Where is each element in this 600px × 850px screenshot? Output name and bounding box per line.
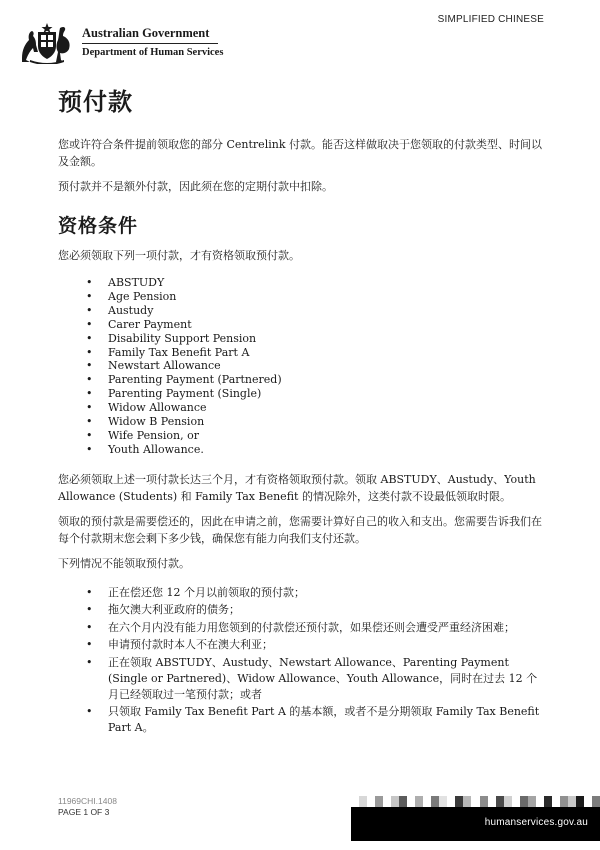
pattern-block [544, 796, 552, 807]
pattern-block [576, 796, 584, 807]
pattern-block [488, 796, 496, 807]
pattern-block [520, 796, 528, 807]
pattern-block [480, 796, 488, 807]
pattern-block [592, 796, 600, 807]
government-logo [16, 22, 223, 64]
page-title: 预付款 [58, 88, 133, 116]
pattern-block [391, 796, 399, 807]
pattern-block [359, 796, 367, 807]
list-item: • Youth Allowance. [86, 443, 546, 457]
pattern-block [439, 796, 447, 807]
exclusions-lead: 下列情况不能领取预付款。 [58, 556, 190, 570]
pattern-block [423, 796, 431, 807]
intro-paragraph-2: 预付款并不是额外付款，因此须在您的定期付款中扣除。 [58, 180, 333, 193]
department-name: Department of Human Services [82, 47, 224, 58]
government-name: Australian Government [82, 26, 210, 40]
pattern-block [463, 796, 471, 807]
website-link[interactable]: humanservices.gov.au [484, 817, 588, 828]
pattern-block [455, 796, 463, 807]
payment-list [86, 276, 546, 457]
list-item: • Age Pension [86, 290, 546, 304]
eligibility-lead: 您必须领取下列一项付款，才有资格领取预付款。 [58, 249, 300, 262]
list-item: • 正在领取 ABSTUDY、Austudy、Newstart Allowance、Parenting Payment (Single or Partnered)、Widow Allowance、Youth Allowance，同时在过去 12 个月已经领取过一笔预付款；或者 [86, 655, 546, 703]
list-item: • Carer Payment [86, 318, 546, 332]
pattern-block [560, 796, 568, 807]
pattern-block [367, 796, 375, 807]
pattern-block [568, 796, 576, 807]
pattern-block [383, 796, 391, 807]
list-item: • 在六个月内没有能力用您领到的付款偿还预付款，如果偿还则会遭受严重经济困难； [86, 620, 546, 636]
footer-pattern [351, 796, 600, 807]
coat-of-arms-icon [16, 22, 78, 64]
list-item: • 拖欠澳大利亚政府的债务； [86, 602, 546, 618]
eligibility-heading: 资格条件 [58, 215, 139, 237]
pattern-block [447, 796, 455, 807]
list-item: • Widow B Pension [86, 415, 546, 429]
pattern-block [584, 796, 592, 807]
pattern-block [552, 796, 560, 807]
list-item: • Disability Support Pension [86, 332, 546, 346]
pattern-block [496, 796, 504, 807]
pattern-block [431, 796, 439, 807]
pattern-block [407, 796, 415, 807]
list-item: • 只领取 Family Tax Benefit Part A 的基本额，或者不是分期领取 Family Tax Benefit Part A。 [86, 704, 546, 736]
list-item: • Austudy [86, 304, 546, 318]
pattern-block [471, 796, 479, 807]
document-code: 11969CHI.1408 [58, 796, 117, 806]
pattern-block [415, 796, 423, 807]
pattern-block [536, 796, 544, 807]
list-item: • Family Tax Benefit Part A [86, 346, 546, 360]
pattern-block [399, 796, 407, 807]
footer-bar [351, 807, 600, 841]
list-item: • Wife Pension, or [86, 429, 546, 443]
qualifying-period-paragraph: 您必须领取上述一项付款长达三个月，才有资格领取预付款。领取 ABSTUDY、Austudy、Youth Allowance (Students) 和 Family Tax Benefit 的情况除外，这类付款不设最低领取时限。 [58, 472, 536, 503]
list-item: • 正在偿还您 12 个月以前领取的预付款； [86, 585, 546, 601]
pattern-block [375, 796, 383, 807]
pattern-block [528, 796, 536, 807]
list-item: • Newstart Allowance [86, 359, 546, 373]
language-label: SIMPLIFIED CHINESE [437, 14, 544, 25]
header-divider [82, 43, 218, 44]
list-item: • Parenting Payment (Partnered) [86, 373, 546, 387]
list-item: • ABSTUDY [86, 276, 546, 290]
intro-paragraph-1: 您或许符合条件提前领取您的部分 Centrelink 付款。能否这样做取决于您领取的付款类型、时间以及金额。 [58, 138, 542, 168]
list-item: • Parenting Payment (Single) [86, 387, 546, 401]
list-item: • 申请预付款时本人不在澳大利亚； [86, 637, 546, 653]
pattern-block [351, 796, 359, 807]
pattern-block [504, 796, 512, 807]
document-body [58, 86, 546, 738]
exclusion-list [86, 585, 546, 737]
page-number: PAGE 1 OF 3 [58, 807, 110, 817]
repayment-paragraph: 领取的预付款是需要偿还的，因此在申请之前，您需要计算好自己的收入和支出。您需要告诉我们在每个付款期末您会剩下多少钱，确保您有能力向我们支付还款。 [58, 514, 542, 545]
pattern-block [512, 796, 520, 807]
list-item: • Widow Allowance [86, 401, 546, 415]
